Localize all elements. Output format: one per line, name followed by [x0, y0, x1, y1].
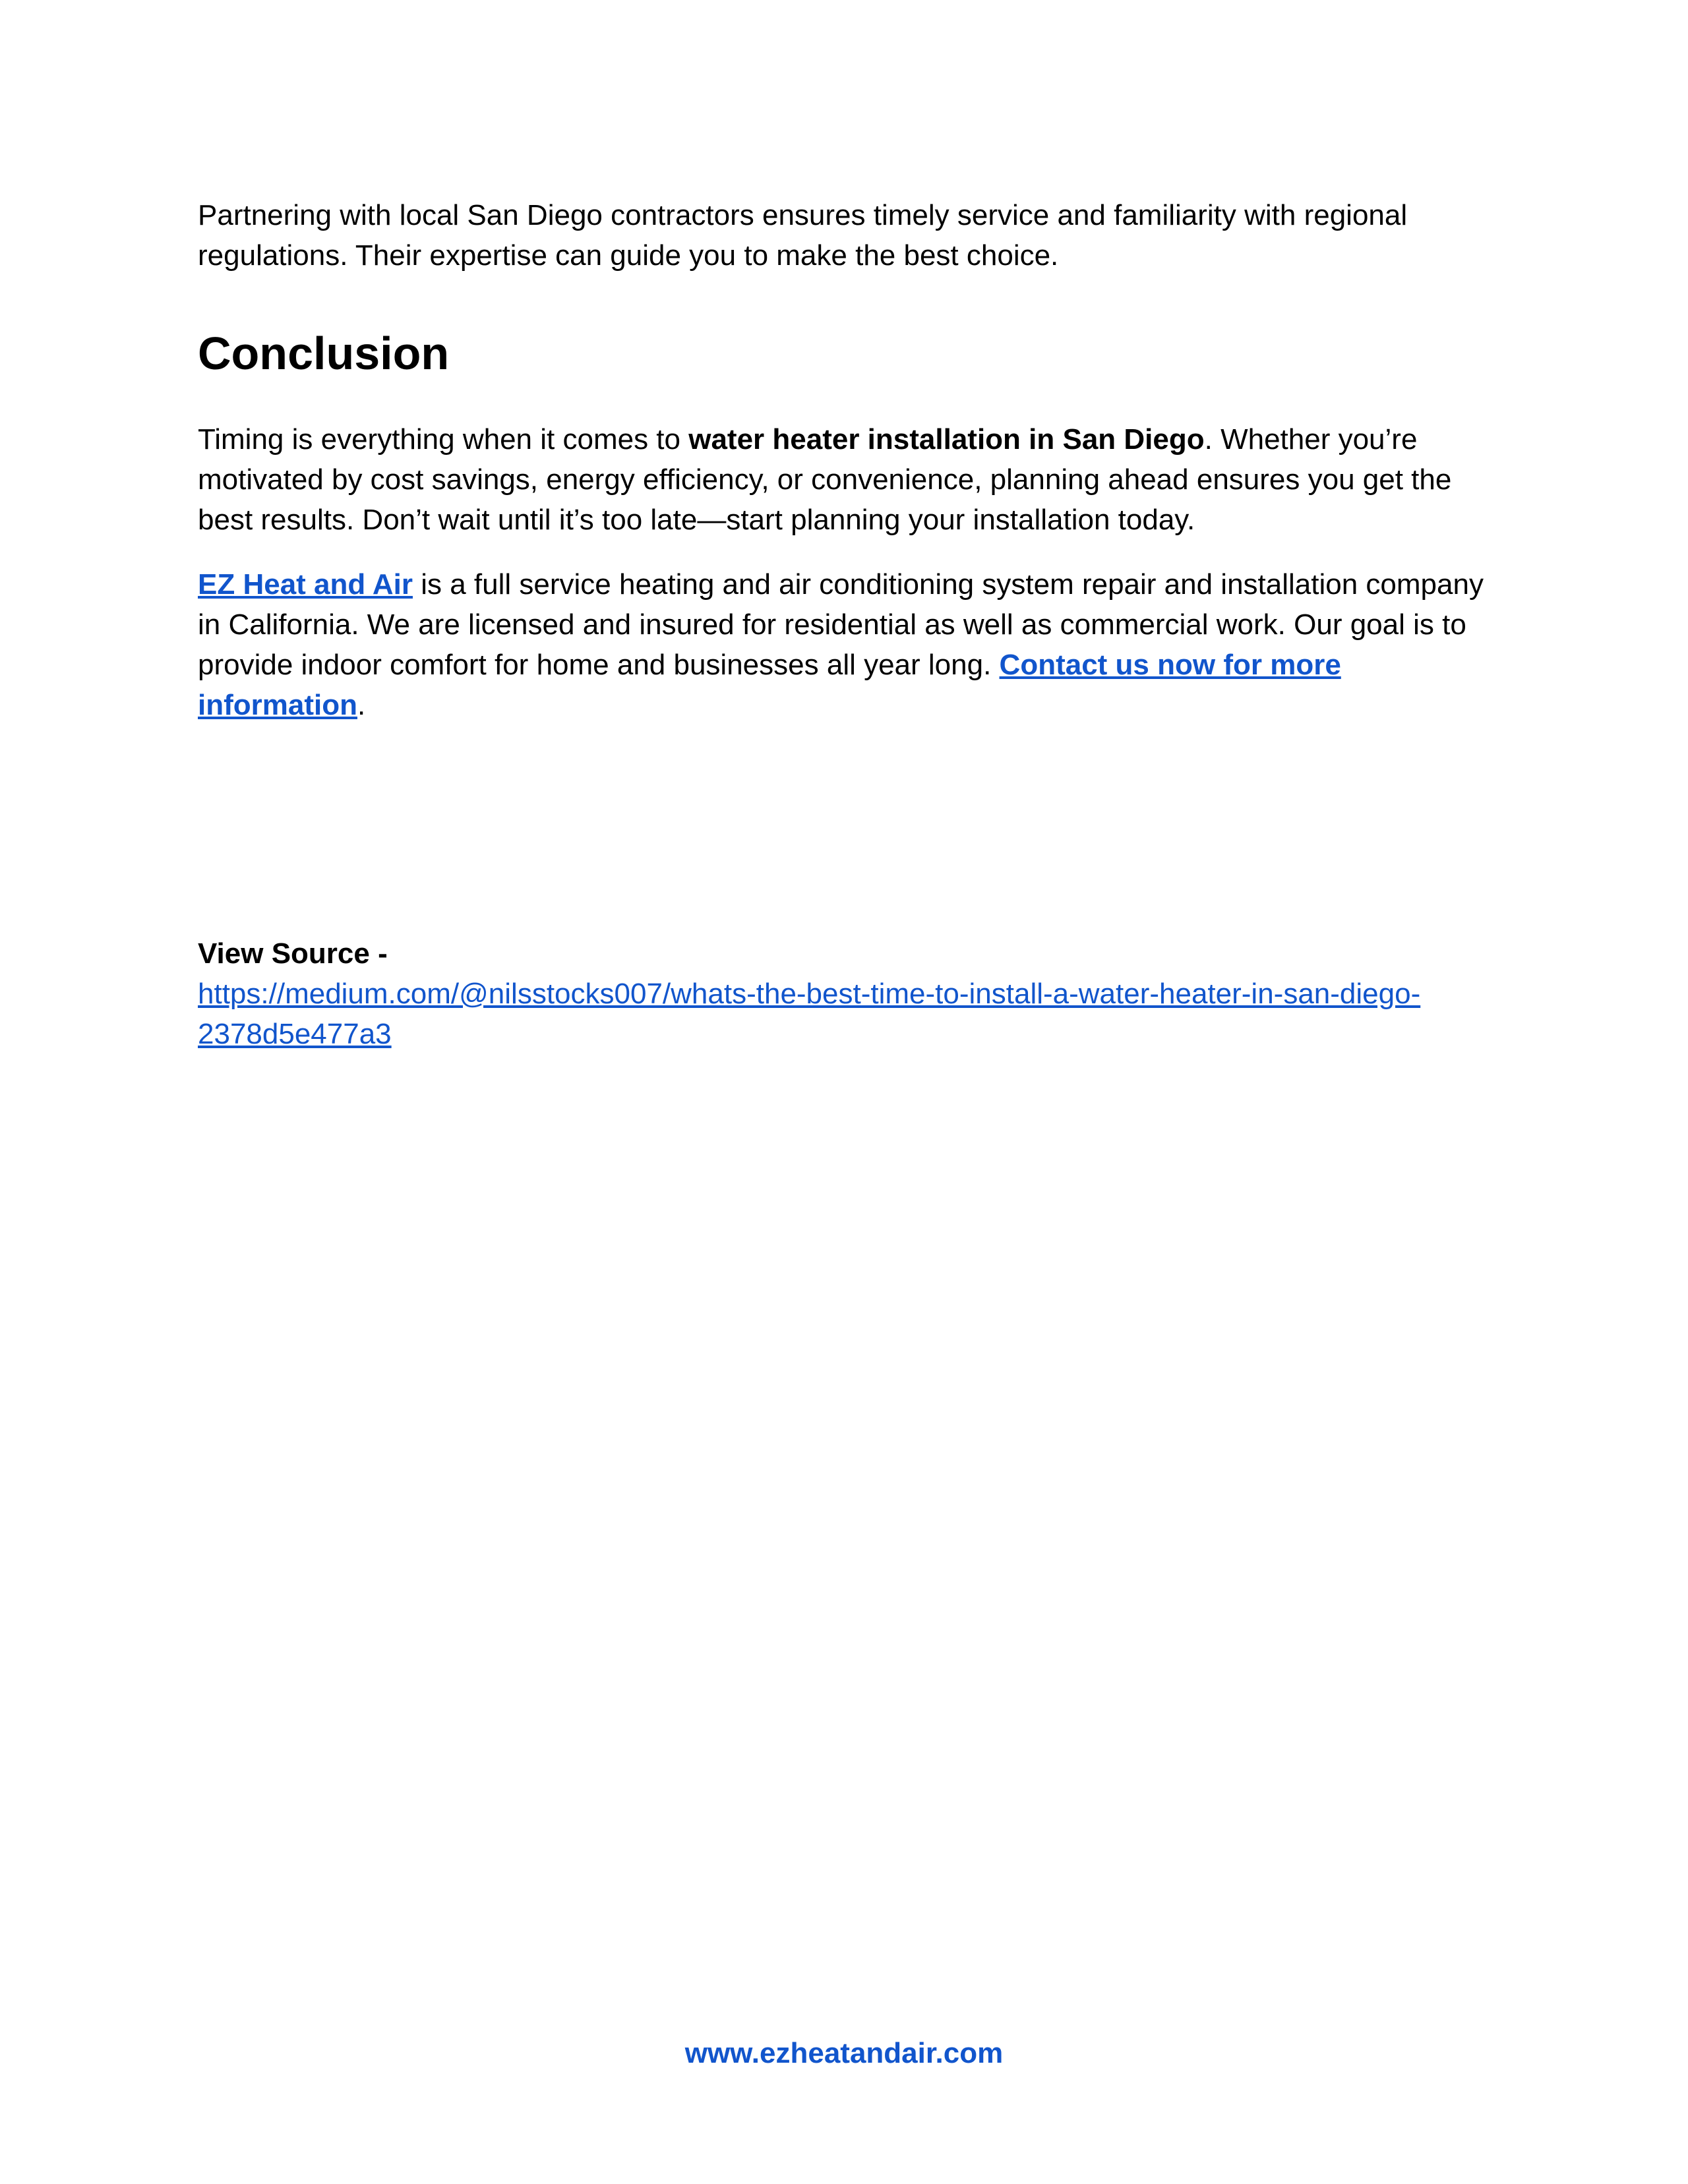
- source-paragraph: [198, 933, 1490, 1054]
- section-heading: Conclusion: [198, 328, 450, 379]
- company-link[interactable]: EZ Heat and Air: [198, 568, 413, 601]
- timing-paragraph: [198, 419, 1490, 540]
- source-label: View Source -: [198, 937, 388, 970]
- timing-bold-phrase: water heater installation in San Diego: [688, 423, 1205, 456]
- company-text-middle: is a full service heating and air conditioning system repair and installation company in California. We are licensed and insured for residential as well as commercial work. Our goal is to provide indoor comfort for home and businesses all year long.: [198, 568, 1484, 681]
- company-paragraph: [198, 564, 1490, 725]
- footer-website-link[interactable]: www.ezheatandair.com: [684, 2037, 1004, 2069]
- source-url-link[interactable]: https://medium.com/@nilsstocks007/whats-the-best-time-to-install-a-water-heater-in-san-diego-2378d5e477a3: [198, 978, 1421, 1050]
- timing-text-before: Timing is everything when it comes to: [198, 423, 689, 456]
- company-text-end: .: [357, 689, 366, 721]
- timing-text-after: . Whether you’re motivated by cost savings, energy efficiency, or convenience, planning ahead ensures you get the best results. Don’t wait until it’s too late—start planning your installation today.: [198, 423, 1452, 536]
- intro-paragraph: Partnering with local San Diego contractors ensures timely service and familiarity with regional regulations. Their expertise can guide you to make the best choice.: [198, 199, 1408, 272]
- contact-link[interactable]: Contact us now for more information: [198, 649, 1341, 721]
- document-body: [198, 195, 1490, 1050]
